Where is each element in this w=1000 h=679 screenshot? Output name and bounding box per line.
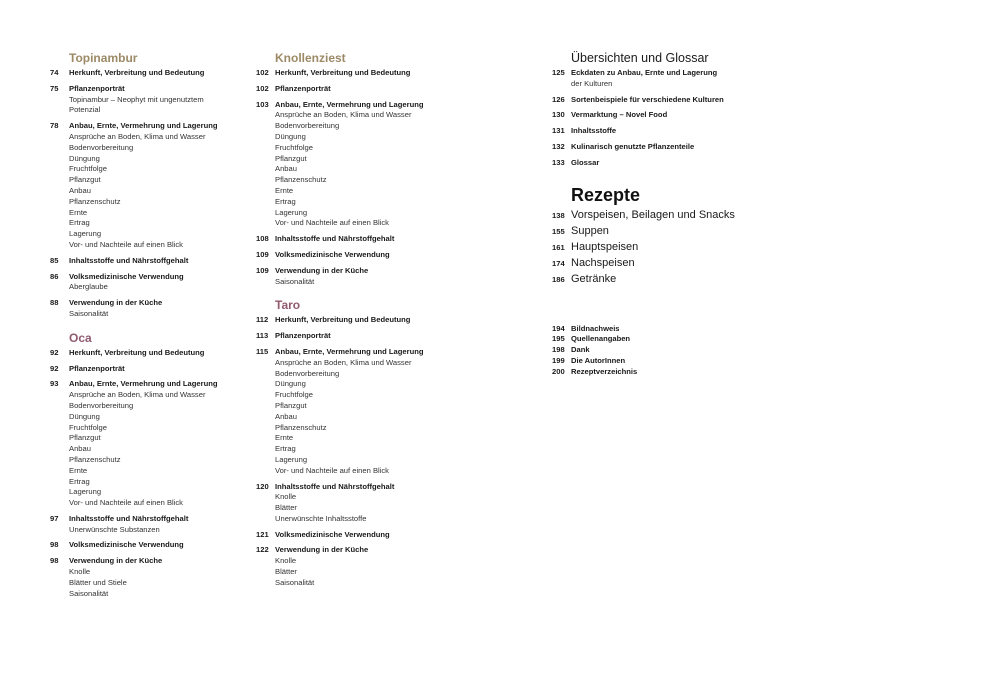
toc-entry-head (256, 100, 456, 111)
entry-title: Anbau, Ernte, Vermehrung und Lagerung (275, 99, 424, 109)
toc-entry (50, 68, 240, 79)
recipe-entry (552, 273, 782, 286)
page-number: 112 (256, 315, 269, 325)
subentry: Pflanzenschutz (69, 454, 121, 464)
subentry: Fruchtfolge (275, 142, 313, 152)
subentry: Ansprüche an Boden, Klima und Wasser (69, 131, 206, 141)
entry-title: Inhaltsstoffe und Nährstoffgehalt (69, 513, 189, 523)
subentry: Vor- und Nachteile auf einen Blick (275, 465, 389, 475)
toc-entry-head (50, 556, 240, 567)
toc-entry-head (256, 68, 456, 79)
appendix-title: Quellenangaben (571, 334, 631, 344)
subentry: Lagerung (69, 229, 102, 239)
page-number: 120 (256, 481, 269, 491)
page-number: 108 (256, 234, 269, 244)
toc-entry (256, 545, 456, 588)
toc-entry (552, 158, 782, 169)
toc-entry (50, 298, 240, 320)
toc-entry (50, 514, 240, 536)
subentry-list (552, 79, 782, 90)
toc-entry-head (256, 482, 456, 493)
toc-entry (256, 315, 456, 326)
toc-entry-head (50, 540, 240, 551)
subentry: Ernte (69, 465, 88, 475)
page-number: 74 (50, 68, 59, 77)
subentry: Anbau (69, 444, 91, 454)
entry-title: Verwendung in der Küche (275, 545, 369, 555)
subentry: Ernte (69, 207, 88, 217)
page-number: 155 (552, 226, 565, 236)
toc-entry (256, 331, 456, 342)
subentry-list (256, 277, 456, 288)
subentry: Pflanzenschutz (275, 422, 327, 432)
toc-entry (256, 482, 456, 525)
toc-entry-head (50, 121, 240, 132)
toc-entry (552, 110, 782, 121)
subentry: Pflanzgut (275, 153, 307, 163)
appendix-entry (552, 345, 782, 356)
subentry: Pflanzgut (275, 400, 307, 410)
toc-entry (552, 126, 782, 137)
page-number: 75 (50, 83, 59, 93)
page-number: 109 (256, 249, 269, 259)
subentry: Düngung (275, 379, 306, 389)
entry-title: Sortenbeispiele für verschiedene Kulturen (571, 94, 724, 104)
entry-title: Herkunft, Verbreitung und Bedeutung (69, 68, 205, 77)
subentry: Anbau (69, 185, 91, 195)
subentry: Lagerung (69, 487, 102, 497)
appendix-title: Dank (571, 345, 590, 355)
toc-entry-head (552, 158, 782, 169)
appendix-title: Rezeptverzeichnis (571, 366, 638, 376)
appendix-title: Bildnachweis (571, 323, 620, 333)
subentry: Anbau (275, 164, 297, 174)
page-number: 85 (50, 255, 59, 265)
page-number: 198 (552, 345, 565, 355)
page-number: 138 (552, 210, 565, 220)
toc-entry (552, 142, 782, 153)
page-number: 92 (50, 363, 59, 373)
recipe-entry (552, 225, 782, 238)
toc-entry-head (50, 272, 240, 283)
section-title-overview: Übersichten und Glossar (571, 51, 709, 65)
page-number: 132 (552, 141, 565, 151)
subentry-list (50, 282, 240, 293)
subentry: Saisonalität (69, 588, 109, 598)
toc-entry-head (256, 347, 456, 358)
entry-title: Pflanzenporträt (275, 331, 331, 341)
entry-title: Vermarktung – Novel Food (571, 110, 668, 120)
toc-entry-head (50, 256, 240, 267)
subentry-list (50, 132, 240, 251)
toc-entry (50, 348, 240, 359)
subentry: Ansprüche an Boden, Klima und Wasser (69, 390, 206, 400)
subentry: Knolle (69, 567, 91, 577)
toc-entry (256, 530, 456, 541)
page-number: 125 (552, 68, 565, 77)
toc-entry (256, 250, 456, 261)
subentry: Anbau (275, 411, 297, 421)
recipe-entry (552, 241, 782, 254)
subentry: Unerwünschte Inhaltsstoffe (275, 513, 367, 523)
toc-entry (50, 256, 240, 267)
appendix-entry (552, 334, 782, 345)
subentry: Ertrag (275, 196, 296, 206)
entry-title: Anbau, Ernte, Vermehrung und Lagerung (69, 121, 218, 131)
appendix-list (552, 324, 782, 378)
toc-entry-head (50, 379, 240, 390)
subentry: Vor- und Nachteile auf einen Blick (69, 239, 183, 249)
entry-title: Anbau, Ernte, Vermehrung und Lagerung (275, 346, 424, 356)
entry-title: Pflanzenporträt (275, 83, 331, 93)
page-number: 102 (256, 83, 269, 93)
page-number: 102 (256, 68, 269, 77)
overview-list (552, 68, 782, 169)
subentry: Lagerung (275, 454, 308, 464)
subentry-list (256, 358, 456, 477)
toc-entry-head (552, 110, 782, 121)
subentry: Vor- und Nachteile auf einen Blick (69, 498, 183, 508)
page-number: 121 (256, 529, 269, 539)
page-number: 194 (552, 323, 565, 333)
appendix-entry (552, 324, 782, 335)
subentry: Pflanzgut (69, 433, 101, 443)
toc-entry (50, 379, 240, 509)
subentry: Fruchtfolge (69, 164, 107, 174)
subentry: Düngung (275, 131, 306, 141)
subentry: Ertrag (69, 218, 90, 228)
subentry: Ernte (275, 433, 294, 443)
recipe-entry (552, 209, 782, 222)
subentry: Saisonalität (275, 577, 315, 587)
entry-title: Volksmedizinische Verwendung (275, 529, 390, 539)
subentry: Ansprüche an Boden, Klima und Wasser (275, 357, 412, 367)
page-number: 113 (256, 331, 269, 341)
subentry: Ertrag (275, 444, 296, 454)
toc-entry-head (256, 331, 456, 342)
toc-entry-head (256, 530, 456, 541)
entry-title: Verwendung in der Küche (69, 298, 163, 308)
subentry: Topinambur – Neophyt mit ungenutztem (69, 94, 204, 104)
toc-entry (50, 272, 240, 294)
entry-title: Herkunft, Verbreitung und Bedeutung (275, 315, 411, 325)
entry-title: Inhaltsstoffe und Nährstoffgehalt (69, 255, 189, 265)
toc-entry-head (552, 95, 782, 106)
toc-entry (50, 364, 240, 375)
subentry: Saisonalität (275, 276, 315, 286)
appendix-entry (552, 367, 782, 378)
recipe-title: Nachspeisen (571, 256, 635, 269)
page-number: 98 (50, 540, 59, 550)
subentry: Fruchtfolge (69, 422, 107, 432)
toc-entry-head (256, 250, 456, 261)
subentry-list (50, 567, 240, 599)
toc-entry (256, 100, 456, 230)
page-number: 161 (552, 242, 565, 252)
subentry: Düngung (69, 411, 100, 421)
entry-title: Inhaltsstoffe (571, 126, 617, 136)
entry-title: Glossar (571, 157, 600, 167)
subentry: Düngung (69, 153, 100, 163)
entry-title: Volksmedizinische Verwendung (69, 540, 184, 550)
toc-entry-head (256, 545, 456, 556)
toc-column-3 (552, 50, 782, 378)
subentry: Ansprüche an Boden, Klima und Wasser (275, 110, 412, 120)
toc-entry (50, 540, 240, 551)
subentry: Potenzial (69, 105, 101, 115)
entry-title: Volksmedizinische Verwendung (275, 249, 390, 259)
page-number: 93 (50, 379, 59, 389)
subentry-list (50, 309, 240, 320)
toc-entry-head (256, 84, 456, 95)
subentry: der Kulturen (571, 78, 613, 88)
page-number: 130 (552, 110, 565, 120)
entry-title: Eckdaten zu Anbau, Ernte und Lagerung (571, 68, 718, 77)
page-number: 126 (552, 94, 565, 104)
subentry-list (256, 556, 456, 588)
entry-title: Inhaltsstoffe und Nährstoffgehalt (275, 234, 395, 244)
subentry-list (256, 110, 456, 229)
toc-entry (256, 347, 456, 477)
recipe-title: Getränke (571, 272, 617, 285)
entry-title: Pflanzenporträt (69, 83, 125, 93)
page-number: 115 (256, 346, 269, 356)
appendix-title: Die AutorInnen (571, 355, 626, 365)
subentry: Bodenvorbereitung (69, 400, 134, 410)
page-number: 200 (552, 366, 565, 376)
page-number: 103 (256, 99, 269, 109)
page-number: 98 (50, 556, 59, 566)
appendix-entry (552, 356, 782, 367)
subentry-list (50, 525, 240, 536)
entry-title: Verwendung in der Küche (69, 556, 163, 566)
toc-entry (552, 68, 782, 90)
subentry: Blätter (275, 567, 297, 577)
recipe-title: Hauptspeisen (571, 240, 639, 253)
page-number: 133 (552, 157, 565, 167)
subentry-list (50, 95, 240, 117)
subentry: Ernte (275, 185, 294, 195)
entry-title: Pflanzenporträt (69, 363, 125, 373)
toc-entry (256, 84, 456, 95)
page-number: 195 (552, 334, 565, 344)
subentry: Blätter und Stiele (69, 577, 127, 587)
toc-entry (50, 556, 240, 599)
recipe-title: Suppen (571, 224, 609, 237)
page-number: 92 (50, 347, 59, 357)
section-title: Topinambur (69, 51, 138, 65)
subentry: Pflanzenschutz (275, 175, 327, 185)
subentry: Fruchtfolge (275, 390, 313, 400)
entry-title: Herkunft, Verbreitung und Bedeutung (69, 347, 205, 357)
subentry: Knolle (275, 492, 297, 502)
subentry: Unerwünschte Substanzen (69, 524, 160, 534)
toc-entry (256, 266, 456, 288)
toc-entry-head (256, 234, 456, 245)
recipe-title: Vorspeisen, Beilagen und Snacks (571, 208, 735, 221)
recipes-list (552, 209, 782, 286)
toc-entry (256, 68, 456, 79)
entry-title: Kulinarisch genutzte Pflanzenteile (571, 141, 695, 151)
page-number: 109 (256, 265, 269, 275)
page-number: 86 (50, 271, 59, 281)
subentry: Bodenvorbereitung (69, 142, 134, 152)
toc-entry-head (552, 126, 782, 137)
subentry: Blätter (275, 503, 297, 513)
page-number: 122 (256, 545, 269, 555)
recipe-entry (552, 257, 782, 270)
entry-title: Inhaltsstoffe und Nährstoffgehalt (275, 481, 395, 491)
page-number: 186 (552, 274, 565, 284)
subentry: Knolle (275, 556, 297, 566)
subentry-list (256, 492, 456, 524)
toc-entry-head (256, 266, 456, 277)
toc-entry (50, 84, 240, 116)
page-number: 97 (50, 513, 59, 523)
toc-column-1 (50, 50, 240, 604)
subentry: Pflanzgut (69, 175, 101, 185)
toc-entry-head (256, 315, 456, 326)
page-number: 199 (552, 355, 565, 365)
toc-entry-head (552, 142, 782, 153)
toc-entry-head (552, 68, 782, 79)
section-title: Oca (69, 330, 92, 345)
subentry: Ertrag (69, 476, 90, 486)
entry-title: Anbau, Ernte, Vermehrung und Lagerung (69, 379, 218, 389)
toc-column-2 (256, 50, 456, 594)
entry-title: Volksmedizinische Verwendung (69, 271, 184, 281)
toc-entry (552, 95, 782, 106)
toc-entry-head (50, 84, 240, 95)
toc-entry-head (50, 68, 240, 79)
section-title: Knollenziest (275, 51, 346, 65)
page-number: 88 (50, 298, 59, 308)
toc-entry (256, 234, 456, 245)
subentry: Bodenvorbereitung (275, 368, 340, 378)
toc-entry-head (50, 514, 240, 525)
toc-entry-head (50, 364, 240, 375)
entry-title: Herkunft, Verbreitung und Bedeutung (275, 68, 411, 77)
section-title-recipes: Rezepte (571, 184, 641, 205)
section-title: Taro (275, 298, 301, 313)
subentry: Bodenvorbereitung (275, 121, 340, 131)
subentry: Aberglaube (69, 282, 108, 292)
page-number: 131 (552, 126, 565, 136)
subentry: Saisonalität (69, 308, 109, 318)
toc-entry-head (50, 348, 240, 359)
page-number: 78 (50, 121, 59, 131)
subentry: Vor- und Nachteile auf einen Blick (275, 218, 389, 228)
subentry: Pflanzenschutz (69, 196, 121, 206)
toc-entry-head (50, 298, 240, 309)
toc-entry (50, 121, 240, 251)
page-number: 174 (552, 258, 565, 268)
subentry: Lagerung (275, 207, 308, 217)
entry-title: Verwendung in der Küche (275, 265, 369, 275)
subentry-list (50, 390, 240, 509)
